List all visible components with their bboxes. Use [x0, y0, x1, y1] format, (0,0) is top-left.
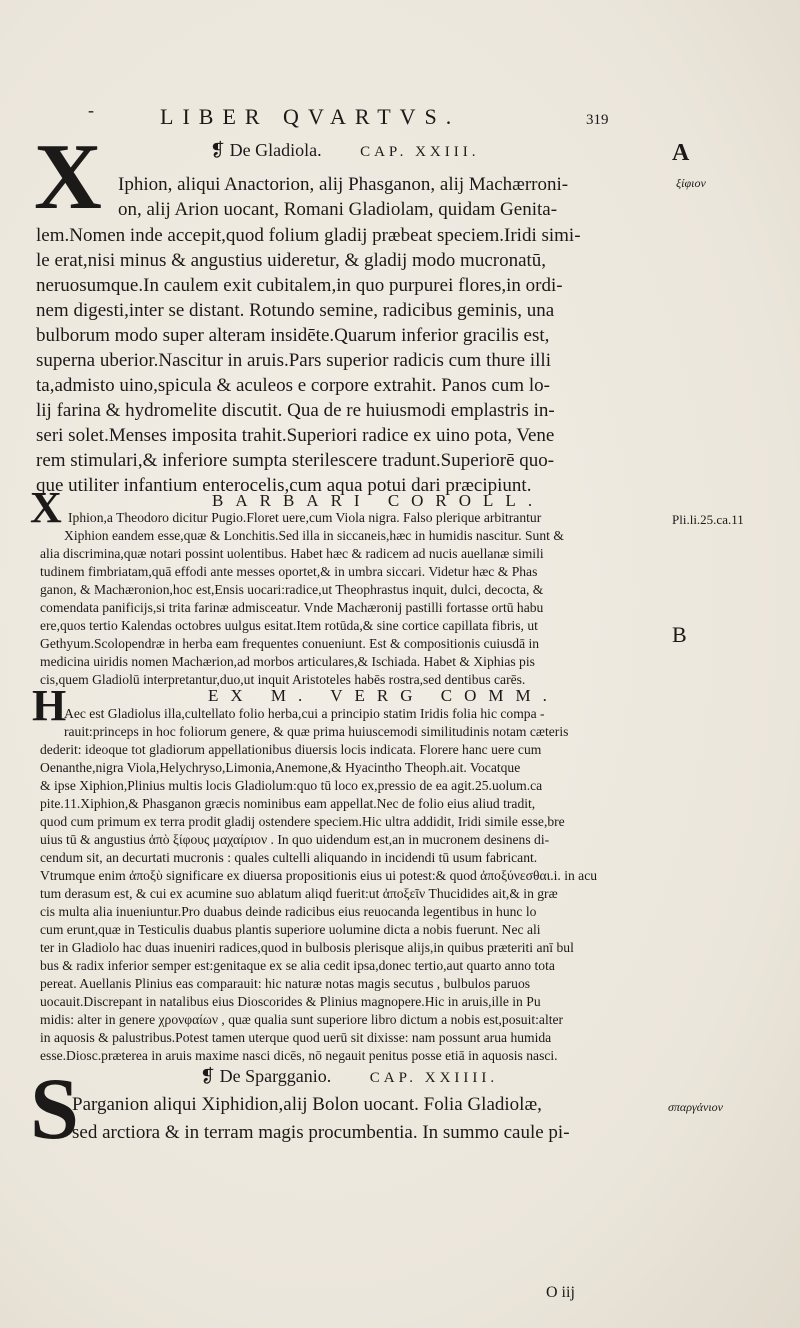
- text-line: Vtrumque enim ἀποξὺ significare ex diuersa propositionis eius ui potest:& quod ἀποξύνεσθαι.i. in acu: [40, 868, 598, 883]
- text-line: Oenanthe,nigra Viola,Helychryso,Limonia,Anemone,& Hyacintho Theoph.ait. Vocatque: [40, 760, 521, 775]
- margin-note-sparganion: σπαργάνιον: [668, 1100, 724, 1114]
- pilcrow-icon: ❡: [200, 1066, 216, 1086]
- text-line: ter in Gladiolo hac duas inueniri radices,quod in bulbosis plerisque alijs,in quibus præteriti anī bul: [40, 940, 574, 955]
- text-line: esse.Diosc.præterea in aruis maxime nasci dicēs, nō negauit penitus posse etiā in aquosis nasci.: [40, 1048, 558, 1063]
- text-line: pite.11.Xiphion,& Phasganon græcis nominibus eam appellat.Nec de folio eius aliud tradit,: [40, 796, 536, 811]
- chapter-label: CAP. XXIIII.: [369, 1070, 499, 1086]
- header-dash: -: [88, 100, 94, 120]
- running-header: LIBER QVARTVS.: [160, 104, 461, 129]
- text-line: le erat,nisi minus & angustius uideretur, & gladij modo mucronatū,: [36, 250, 547, 271]
- drop-cap: X: [30, 483, 62, 532]
- text-line: cis multa alia inueniuntur.Pro duabus deinde radicibus eius reuocanda legentibus in hunc lo: [40, 904, 537, 919]
- text-line: bus & radix inferior semper est:genitaque ex se alia cedit ipsa,donec tertio,aut quarto anno tota: [40, 958, 555, 973]
- text-line: cis,quem Gladiolū interpretantur,duo,ut inquit Aristoteles habēs rostra,sed dentibus carēs.: [40, 672, 526, 687]
- text-line: tudinem fimbriatam,quā effodi ante messes oportet,& in umbra siccari. Videtur hæc & Phas: [40, 564, 538, 579]
- chapter-label: CAP. XXIII.: [360, 144, 480, 160]
- text-line: ganon, & Machæronion,hoc est,Ensis uocari:radice,ut Theophrastus inquit, dulci, decocta, &: [40, 582, 544, 597]
- drop-cap: S: [30, 1061, 79, 1158]
- text-line: quod cum primum ex terra prodit gladij ostendere speciem.Hic ultra addidit, Iridi simile esse,bre: [40, 814, 565, 829]
- text-line: pereat. Auellanis Plinius eas comparauit: hic naturæ notas magis secutus , bulbulos paruos: [40, 976, 531, 991]
- text-line: lij farina & hydromelite discutit. Qua de re huiusmodi emplastris in-: [36, 400, 555, 421]
- text-line: on, alij Arion uocant, Romani Gladiolam, quidam Genita-: [118, 199, 558, 220]
- margin-note-xiphion: ξίφιον: [676, 176, 706, 190]
- text-line: alia discrimina,quæ notari possint uolentibus. Habet hæc & radicem ad nucis auellanæ simili: [40, 546, 544, 561]
- text-line: lem.Nomen inde accepit,quod folium gladij præbeat speciem.Iridi simi-: [36, 225, 581, 246]
- section-heading: EX M. VERG COMM.: [208, 686, 559, 705]
- page-number: 319: [586, 112, 609, 128]
- text-line: rauit:princeps in hoc foliorum genere, & quæ prima huiuscemodi similitudinis notam cæteris: [64, 724, 569, 739]
- text-line: cum erunt,quæ in Testiculis duabus plantis superiore uolumine dicta a nobis fuerunt. Nec ali: [40, 922, 541, 937]
- margin-note-pliny: Pli.li.25.ca.11: [672, 512, 744, 527]
- text-line: superna uberior.Nascitur in aruis.Pars superior radicis cum thure illi: [36, 350, 551, 371]
- section-heading: BARBARI COROLL.: [212, 491, 545, 510]
- text-line: tum derasum est, & cui ex acumine suo ablatum aliqd fuerit:ut ἀποξεῖν Thucidides ait,& in græ: [40, 886, 558, 901]
- text-line: dederit: ideoque tot gladiorum appellationibus diuersis locis indicata. Florere hanc uere cum: [40, 742, 542, 757]
- margin-letter-b: B: [672, 622, 687, 647]
- chapter-title: [210, 140, 479, 161]
- text-line: sed arctiora & in terram magis procumbentia. In summo caule pi-: [72, 1122, 570, 1143]
- chapter-title-text: De Gladiola.: [229, 140, 322, 160]
- text-line: in aquosis & palustribus.Potest tamen uterque quod uerū sit dixisse: nam possunt arua humida: [40, 1030, 552, 1045]
- text-line: Aec est Gladiolus illa,cultellato folio herba,cui a principio statim Iridis folia hic compa -: [64, 706, 545, 721]
- drop-cap: X: [34, 125, 102, 229]
- text-line: Xiphion eandem esse,quæ & Lonchitis.Sed illa in siccaneis,hæc in humidis nascitur. Sunt &: [64, 528, 564, 543]
- text-line: Parganion aliqui Xiphidion,alij Bolon uocant. Folia Gladiolæ,: [72, 1094, 542, 1115]
- text-line: & ipse Xiphion,Plinius multis locis Gladiolum:quo tū loco ex,pressio de ea agit.25.uolum.ca: [40, 778, 543, 793]
- text-line: comendata panificijs,si trita farinæ admisceatur. Vnde Machæronij pastilli fortasse ortū habu: [40, 600, 544, 615]
- margin-letter-a: A: [672, 140, 690, 166]
- text-line: midis: alter in genere χρονφαίων , quæ qualia sunt superiore libro dictum a nobis est,posuit:alter: [40, 1012, 564, 1027]
- signature-mark: O iij: [546, 1284, 575, 1301]
- text-line: ta,admisto uino,spicula & aculeos e corpore extrahit. Panos cum lo-: [36, 375, 550, 396]
- text-line: uocauit.Discrepant in natalibus eius Dioscorides & Plinius magnopere.Hic in aruis,ille in Pu: [40, 994, 541, 1009]
- text-line: nem digesti,inter se distant. Rotundo semine, radicibus geminis, una: [36, 300, 555, 321]
- text-line: bulborum modo super alteram insidēte.Quarum inferior gracilis est,: [36, 325, 550, 346]
- chapter-title: [200, 1066, 498, 1087]
- pilcrow-icon: ❡: [210, 140, 226, 160]
- text-line: seri solet.Menses imposita trahit.Superiori radice ex uino pota, Vene: [36, 425, 555, 446]
- text-line: Gethyum.Scolopendræ in herba eam frequentes conueniunt. Est & compositionis cuiusdā in: [40, 636, 540, 651]
- drop-cap: H: [32, 681, 67, 730]
- text-line: que utiliter infantium enterocelis,cum aqua potui dari præcipiunt.: [36, 475, 532, 496]
- chapter-title-text: De Spargganio.: [219, 1066, 332, 1086]
- text-line: neruosumque.In caulem exit cubitalem,in quo purpurei flores,in ordi-: [36, 275, 563, 296]
- text-line: cendum sit, an decurtati mucronis : quales cultelli aliquando in incidendi tū usum fabricant.: [40, 850, 538, 865]
- text-line: Iphion, aliqui Anactorion, alij Phasganon, alij Machærroni-: [118, 174, 569, 195]
- text-line: ere,quos tertio Kalendas octobres uulgus esitat.Item rotūda,& sine cortice capillata fibris, ut: [40, 618, 538, 633]
- text-line: Iphion,a Theodoro dicitur Pugio.Floret uere,cum Viola nigra. Falso plerique arbitrantur: [68, 510, 542, 525]
- text-line: uius tū & angustius ἀπὸ ξίφους μαχαίριον . In quo uidendum est,an in mucronem desinens di-: [40, 832, 550, 847]
- text-line: medicina uiridis nomen Machærion,ad morbos articulares,& Ischiada. Habet & Xiphias pis: [40, 654, 535, 669]
- text-line: rem stimulari,& inferiore sumpta sterilescere tradunt.Superiorē quo-: [36, 450, 555, 471]
